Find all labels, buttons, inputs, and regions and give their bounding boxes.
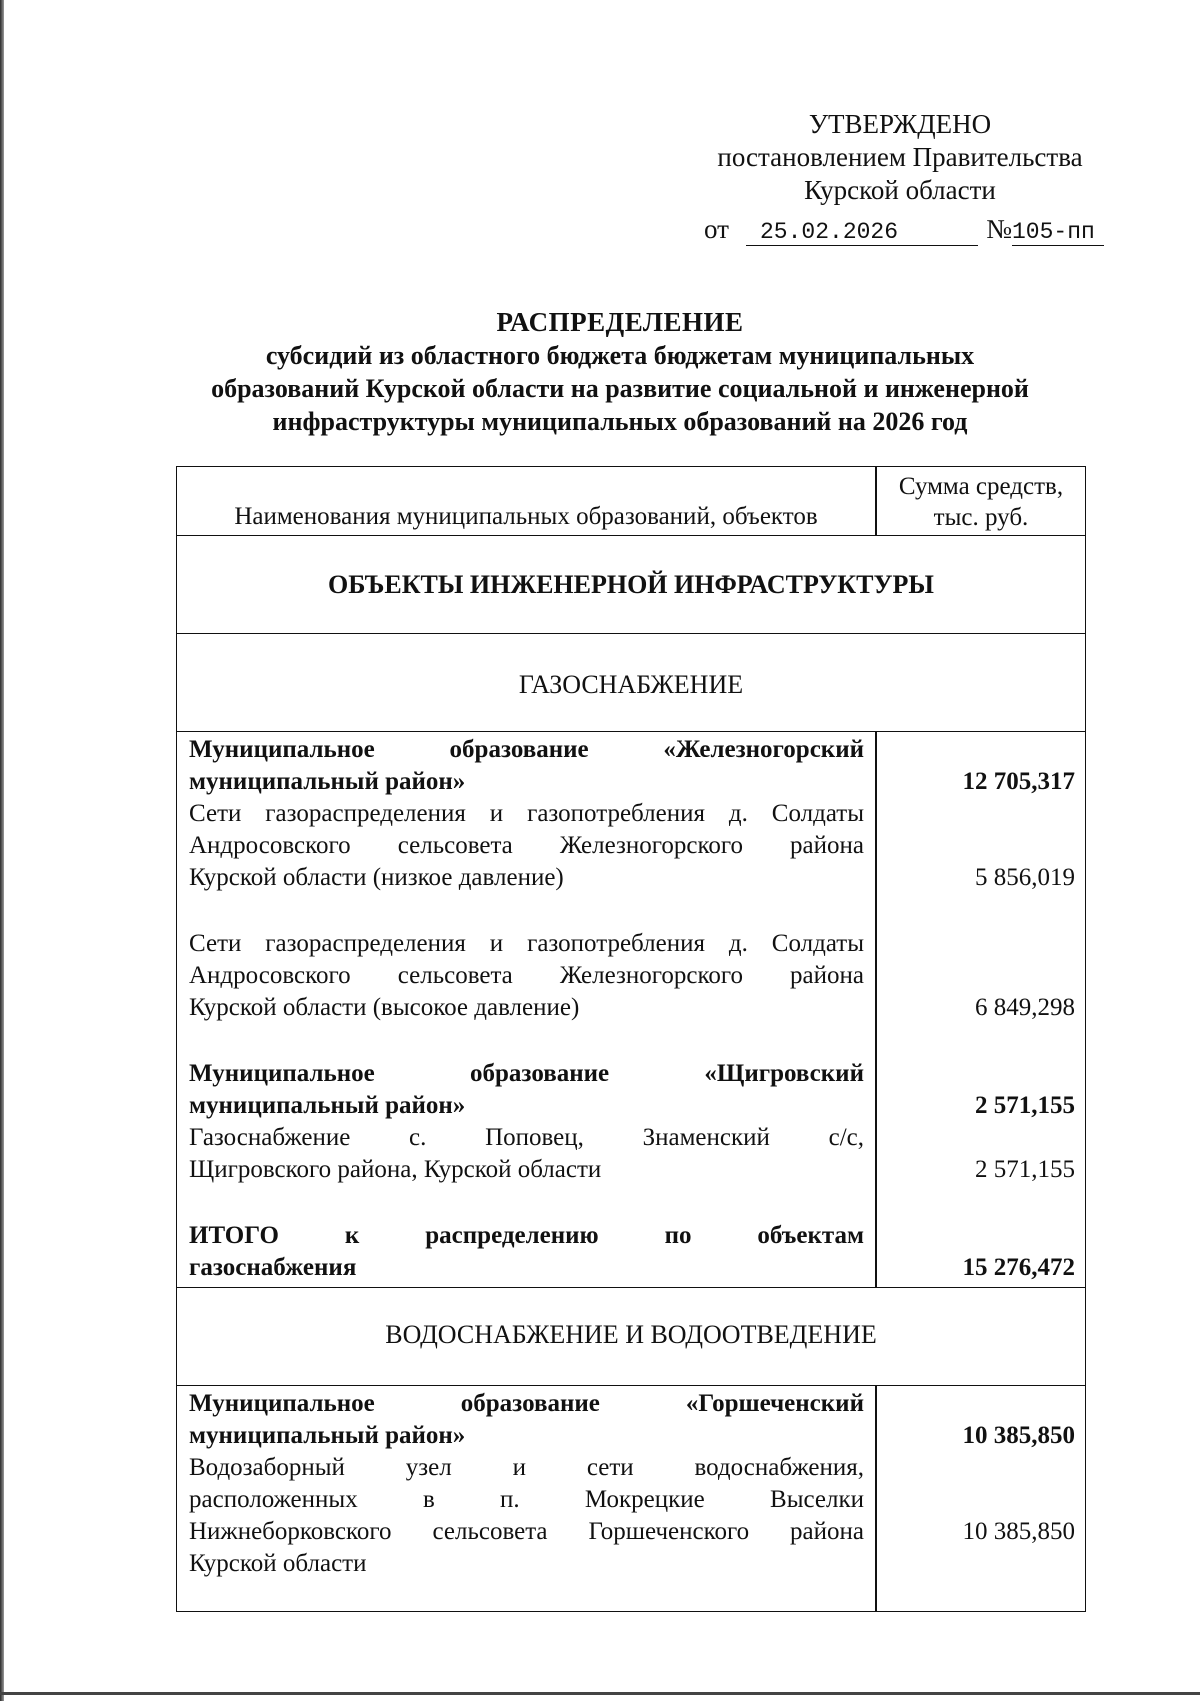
- distribution-table: [176, 466, 1086, 1612]
- gas-mo1-obj2-line2: Андросовского сельсовета Железногорского района: [189, 962, 864, 989]
- gas-mo1-obj1-line2: Андросовского сельсовета Железногорского района: [189, 832, 864, 859]
- approval-stamp: [690, 108, 1110, 207]
- col-sum-header-line2: тыс. руб.: [933, 504, 1029, 531]
- gas-mo1-obj1: [189, 798, 864, 894]
- gas-mo2-line2: муниципальный район»: [189, 1092, 466, 1119]
- gas-mo2-total: 2 571,155: [975, 1092, 1075, 1119]
- gas-total-amount: 15 276,472: [962, 1254, 1075, 1281]
- document-title: [150, 306, 1090, 438]
- title-heading: РАСПРЕДЕЛЕНИЕ: [496, 307, 744, 337]
- resolution-date-number: [704, 214, 1104, 246]
- number-sign: №: [986, 214, 1012, 244]
- gas-mo2-obj1-line2: Щигровского района, Курской области: [189, 1156, 602, 1183]
- title-line3: инфраструктуры муниципальных образований на 2026 год: [272, 407, 968, 436]
- gas-mo2-obj1-line1: Газоснабжение с. Поповец, Знаменский с/с,: [189, 1124, 864, 1151]
- section-water-row: [177, 1287, 1085, 1385]
- water-mo1-obj1-line2: расположенных в п. Мокрецкие Выселки: [189, 1486, 864, 1513]
- gas-mo1-obj2-line3: Курской области (высокое давление): [189, 994, 580, 1021]
- col-sum-header-line1: Сумма средств,: [898, 473, 1064, 500]
- gas-mo1-obj2: [189, 928, 864, 1024]
- water-mo1-line1: Муниципальное образование «Горшеченский: [189, 1390, 864, 1417]
- gas-total-label: [189, 1220, 864, 1284]
- water-mo1-obj1-line4: Курской области: [189, 1550, 367, 1577]
- col-sum-header: [877, 471, 1085, 533]
- gas-mo1-total: 12 705,317: [962, 768, 1075, 795]
- water-content-row: [177, 1385, 1085, 1611]
- scan-bottom-edge: [0, 1692, 1200, 1695]
- gas-mo2-obj1-amount: 2 571,155: [975, 1156, 1075, 1183]
- resolution-date: 25.02.2026: [746, 219, 978, 246]
- resolution-number: 105-пп: [1012, 219, 1104, 246]
- gas-mo1-obj1-line1: Сети газораспределения и газопотребления д. Солдаты: [189, 800, 864, 827]
- water-mo1-line2: муниципальный район»: [189, 1422, 466, 1449]
- col-name-header: Наименования муниципальных образований, объектов: [234, 503, 818, 530]
- gas-total-line2: газоснабжения: [189, 1254, 357, 1281]
- gas-mo1-obj1-line3: Курской области (низкое давление): [189, 864, 564, 891]
- approved-label: УТВЕРЖДЕНО: [808, 109, 992, 139]
- section-gas-title: ГАЗОСНАБЖЕНИЕ: [518, 670, 744, 699]
- approved-by-line1: постановлением Правительства: [717, 142, 1083, 172]
- title-line2: образований Курской области на развитие социальной и инженерной: [211, 374, 1029, 403]
- gas-total-line1: ИТОГО к распределению по объектам: [189, 1222, 864, 1249]
- gas-mo1-line2: муниципальный район»: [189, 768, 466, 795]
- gas-mo1-obj2-line1: Сети газораспределения и газопотребления д. Солдаты: [189, 930, 864, 957]
- gas-mo1-name: [189, 734, 864, 798]
- section-main-title: ОБЪЕКТЫ ИНЖЕНЕРНОЙ ИНФРАСТРУКТУРЫ: [328, 570, 934, 599]
- water-mo1-obj1-line1: Водозаборный узел и сети водоснабжения,: [189, 1454, 864, 1481]
- gas-content-row: [177, 731, 1085, 1287]
- water-mo1-total: 10 385,850: [962, 1422, 1075, 1449]
- date-prefix: от: [704, 214, 729, 244]
- gas-mo1-line1: Муниципальное образование «Железногорский: [189, 736, 864, 763]
- gas-mo1-obj1-amount: 5 856,019: [975, 864, 1075, 891]
- scan-edge-shadow: [0, 0, 4, 1701]
- table-header-row: [177, 467, 1085, 535]
- title-line1: субсидий из областного бюджета бюджетам муниципальных: [265, 341, 975, 370]
- section-main-row: [177, 535, 1085, 633]
- gas-mo2-name: [189, 1058, 864, 1122]
- section-water-title: ВОДОСНАБЖЕНИЕ И ВОДООТВЕДЕНИЕ: [385, 1320, 877, 1349]
- water-mo1-obj1-line3: Нижнеборковского сельсовета Горшеченского района: [189, 1518, 864, 1545]
- water-mo1-obj1-amount: 10 385,850: [962, 1518, 1075, 1545]
- approved-by-line2: Курской области: [804, 175, 996, 205]
- gas-mo2-line1: Муниципальное образование «Щигровский: [189, 1060, 864, 1087]
- gas-mo2-obj1: [189, 1122, 864, 1186]
- gas-mo1-obj2-amount: 6 849,298: [975, 994, 1075, 1021]
- water-mo1-name: [189, 1388, 864, 1452]
- section-gas-row: [177, 633, 1085, 731]
- water-mo1-obj1: [189, 1452, 864, 1580]
